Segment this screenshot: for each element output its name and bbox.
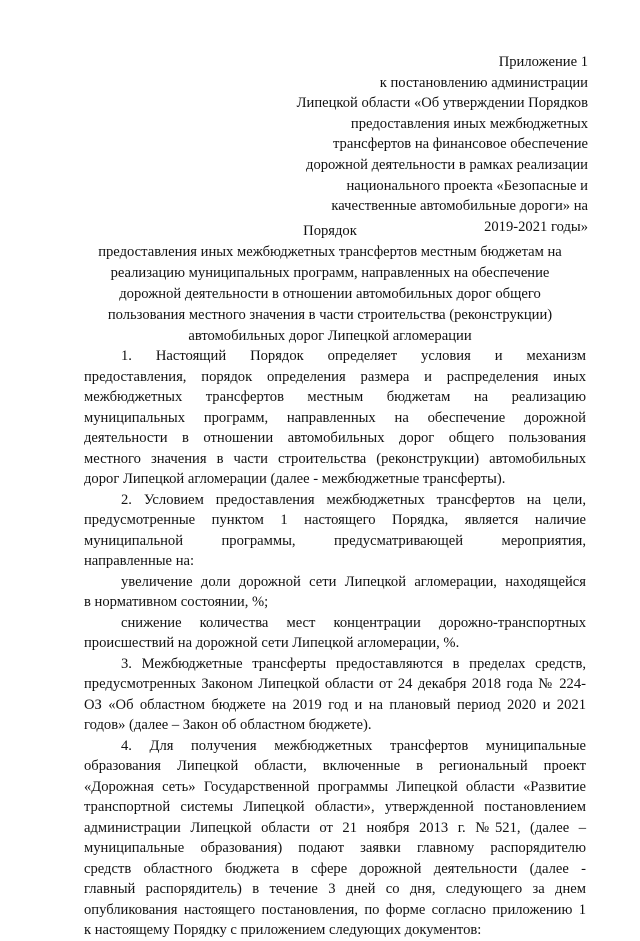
title-line: пользования местного значения в части строительства (реконструкции) xyxy=(107,307,553,323)
title-line: автомобильных дорог Липецкой агломерации xyxy=(188,328,472,344)
paragraph-line: главный распорядитель) в течение 3 дней со дня, следующего за днем xyxy=(84,881,586,897)
title-line: дорожной деятельности в отношении автомобильных дорог общего xyxy=(119,286,541,302)
title-line: реализацию муниципальных программ, направленных на обеспечение xyxy=(110,265,550,281)
annex-header xyxy=(258,52,588,237)
paragraph-line: муниципальной программы, предусматривающей мероприятия, xyxy=(84,532,586,549)
annex-line: национального проекта «Безопасные и xyxy=(346,177,588,194)
paragraph-line: средств областного бюджета в сфере дорожной деятельности (далее - xyxy=(84,860,586,877)
annex-line: 2019-2021 годы» xyxy=(484,218,588,235)
annex-line: предоставления иных межбюджетных xyxy=(350,115,588,132)
paragraph-line: 1. Настоящий Порядок определяет условия и механизм xyxy=(121,348,586,364)
paragraph-line: увеличение доли дорожной сети Липецкой агломерации, находящейся xyxy=(121,573,586,590)
paragraph-line: деятельности в отношении автомобильных дорог общего пользования xyxy=(84,430,586,446)
paragraph-line: 3. Межбюджетные трансферты предоставляются в пределах средств, xyxy=(121,655,586,672)
paragraph-line: межбюджетных трансфертов местным бюджетам на реализацию xyxy=(84,389,586,405)
paragraph-line: администрации Липецкой области от 21 ноября 2013 г. №521, (далее – xyxy=(84,819,586,836)
paragraph-line: ОЗ «Об областном бюджете на 2019 год и на плановый период 2020 и 2021 xyxy=(84,696,586,713)
title-heading: Порядок xyxy=(303,223,357,239)
paragraph-line: снижение количества мест концентрации дорожно-транспортных xyxy=(121,614,586,631)
paragraph-line: дорог Липецкой агломерации (далее - межбюджетные трансферты). xyxy=(84,471,506,487)
paragraph-line: 2. Условием предоставления межбюджетных трансфертов на цели, xyxy=(121,491,586,508)
paragraph-line: предусмотренные пунктом 1 настоящего Порядка, является наличие xyxy=(84,512,586,528)
paragraph-line: происшествий на дорожной сети Липецкой агломерации, %. xyxy=(84,635,460,651)
annex-line: к постановлению администрации xyxy=(379,74,588,91)
paragraph-line: муниципальных программ, направленных на обеспечение дорожной xyxy=(84,409,586,426)
paragraph-line: к настоящему Порядку с приложением следующих документов: xyxy=(84,922,482,938)
paragraph-line: предусмотренных Законом Липецкой области от 24 декабря 2018 года № 224- xyxy=(84,676,586,692)
paragraph-line: в нормативном состоянии, %; xyxy=(84,594,269,610)
paragraph-line: «Дорожная сеть» Государственной программы Липецкой области «Развитие xyxy=(84,778,586,795)
paragraph-line: местного значения в части строительства (реконструкции) автомобильных xyxy=(84,450,586,467)
annex-line: дорожной деятельности в рамках реализации xyxy=(306,156,588,173)
paragraph-line: предоставления, порядок определения размера и распределения иных xyxy=(84,368,586,385)
annex-line: Липецкой области «Об утверждении Порядков xyxy=(296,95,588,112)
paragraph-line: образования Липецкой области, включенные в региональный проект xyxy=(84,758,586,774)
document-body xyxy=(84,346,586,941)
annex-line: Приложение 1 xyxy=(498,54,588,70)
paragraph-line: 4. Для получения межбюджетных трансфертов муниципальные xyxy=(121,737,586,754)
document-title xyxy=(60,221,600,347)
annex-line: трансфертов на финансовое обеспечение xyxy=(332,136,588,153)
paragraph-line: опубликования настоящего постановления, по форме согласно приложению 1 xyxy=(84,901,586,918)
annex-line: качественные автомобильные дороги» на xyxy=(331,198,588,215)
paragraph-line: транспортной системы Липецкой области», утвержденной постановлением xyxy=(84,799,586,815)
paragraph-line: направленные на: xyxy=(84,553,195,569)
paragraph-line: годов» (далее – Закон об областном бюджете). xyxy=(84,717,372,733)
title-line: предоставления иных межбюджетных трансфертов местным бюджетам на xyxy=(98,244,562,260)
paragraph-line: муниципальные образования) подают заявки главному распорядителю xyxy=(84,840,586,856)
